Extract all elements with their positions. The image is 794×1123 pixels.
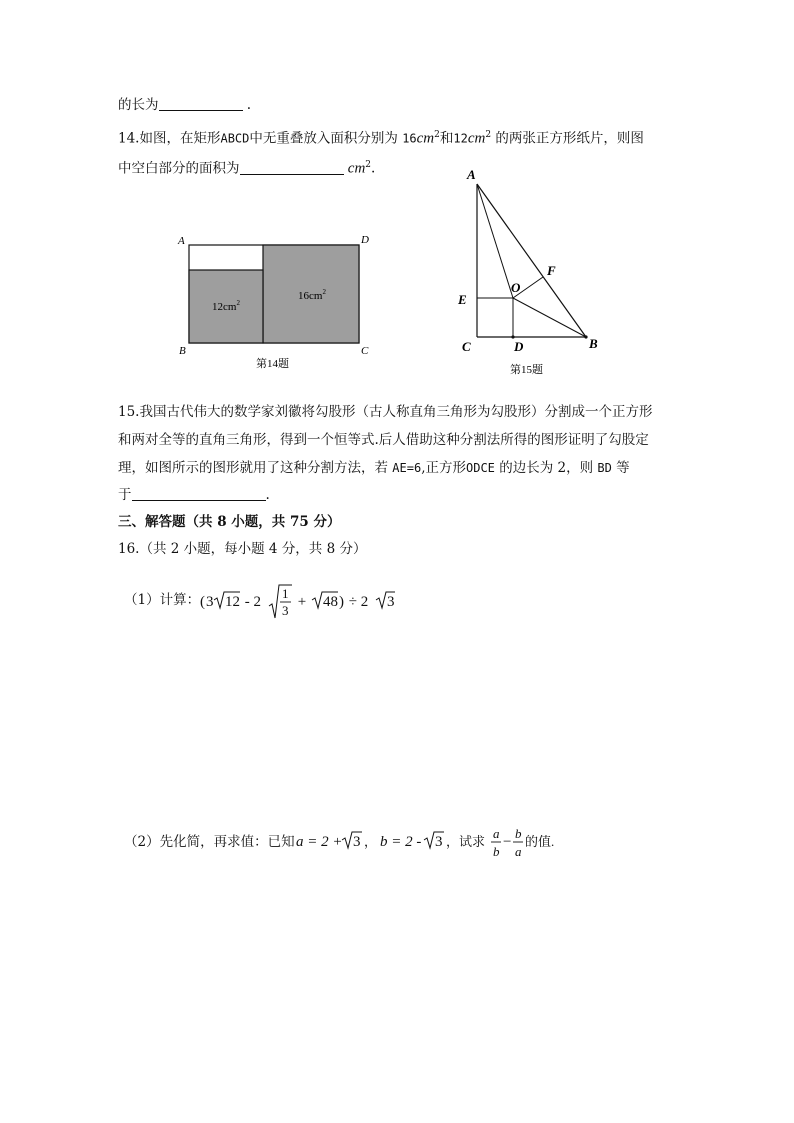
q16-minus: −: [503, 834, 512, 850]
fig14-large-area: $16cm^2$: [298, 288, 326, 302]
q16-expr-rparen: ): [339, 594, 344, 610]
q16-header: 16.（共 2 小题，每小题 4 分，共 8 分）: [118, 541, 367, 557]
fig14-label-d: D: [361, 234, 369, 246]
q16-expr-minus: - 2: [241, 594, 261, 610]
q14-and: 和: [439, 130, 454, 147]
q13-answer-blank[interactable]: [159, 96, 243, 111]
q13-tail-line: [118, 95, 251, 115]
q16-part1-expression: [200, 582, 410, 622]
q15-text-line2: 和两对全等的直角三角形，得到一个恒等式.后人借助这种分割法所得的图形证明了勾股定: [118, 432, 649, 448]
q16-b-expr: b = 2 -: [380, 834, 422, 850]
fig14-label-c: C: [361, 345, 369, 357]
fig15-label-d: D: [514, 339, 524, 354]
q14-sq-2: 2: [485, 130, 492, 140]
q14-n12: 12: [453, 131, 468, 146]
q16-expr-lparen: (: [200, 594, 205, 610]
fig14-small-area: $12cm^2$: [212, 299, 240, 313]
q16-expr-rad3: 3: [387, 594, 395, 610]
q15-line3: [118, 458, 630, 478]
q14-line2: [118, 155, 375, 179]
fig14-caption: 第14题: [256, 358, 289, 370]
q14-unit-2: cm: [467, 130, 486, 147]
fig15-line-ab: [477, 184, 586, 337]
q16-f1-num: a: [493, 826, 500, 841]
q16-sep: ，: [364, 834, 378, 849]
q16-part1-label: （1）计算：: [124, 592, 201, 608]
q16-b-rad: 3: [435, 834, 443, 850]
q16-expr-plus: +: [294, 594, 310, 610]
q14-unit-3: cm: [347, 160, 366, 177]
q15-text-line4: 于: [118, 487, 132, 503]
q14-line1: [118, 125, 644, 149]
q14-sq-1: 2: [434, 130, 440, 140]
q16-expr-rad2: 48: [323, 594, 338, 610]
fig15-label-e: E: [458, 292, 467, 307]
q16-f2-num: b: [515, 826, 522, 841]
q15-text-d: 等: [616, 460, 630, 476]
fig15-label-a: A: [467, 167, 476, 182]
section3-title: 三、解答题（共 8 小题，共 75 分）: [118, 514, 341, 530]
q16-ask: ，试求: [446, 834, 486, 849]
q15-text-a: 理，如图所示的图形就用了这种分割方法，若: [118, 460, 388, 476]
q16-part2-expression: [296, 824, 568, 864]
q16-a-expr: a = 2 +: [296, 834, 343, 850]
q14-text-line2: 中空白部分的面积为: [118, 160, 240, 177]
q16-f2-den: a: [515, 844, 522, 859]
q16-part2-label: （2）先化简，再求值：已知: [124, 834, 295, 850]
q15-bd: BD: [597, 461, 612, 475]
q15-line4: [118, 485, 270, 505]
figure-15: [455, 164, 605, 378]
fig15-line-ob: [513, 298, 586, 337]
q16-end: 的值.: [525, 834, 555, 849]
q16-expr-div: ÷ 2: [345, 594, 369, 610]
q16-expr-frac-num: 1: [282, 586, 289, 601]
q15-text-line1: 15.我国古代伟大的数学家刘徽将勾股形（古人称直角三角形为勾股形）分割成一个正方形: [118, 404, 653, 420]
q14-unit-1: cm: [416, 130, 435, 147]
fig14-label-b: B: [179, 345, 186, 357]
q14-end: .: [371, 160, 376, 177]
q16-expr-frac-den: 3: [282, 603, 289, 618]
figure-14: [170, 228, 380, 376]
q16-f1-den: b: [493, 844, 500, 859]
q16-expr-rad1: 12: [225, 594, 240, 610]
q14-abcd: ABCD: [220, 131, 250, 146]
fig15-caption: 第15题: [510, 364, 543, 376]
q15-odce: ODCE: [466, 461, 495, 475]
fig15-label-f: F: [547, 263, 556, 278]
q14-text-c: 的两张正方形纸片，则图: [495, 130, 644, 147]
q15-text-b: ,正方形: [421, 460, 466, 476]
q16-expr-coef1: 3: [206, 594, 214, 610]
q16-a-rad: 3: [353, 834, 361, 850]
q15-ae: AE=6: [392, 461, 422, 475]
q14-text-b: 中无重叠放入面积分别为: [249, 130, 398, 147]
q13-tail-text: 的长为: [118, 97, 159, 113]
fig15-label-b: B: [589, 336, 598, 351]
q14-text-a: 14.如图，在矩形: [118, 130, 221, 147]
q14-n16: 16: [402, 131, 417, 146]
q13-tail-end: .: [246, 97, 252, 113]
fig15-point-b: [584, 335, 587, 338]
q14-sq-3: 2: [365, 160, 372, 170]
fig15-label-o: O: [511, 280, 521, 295]
q14-answer-blank[interactable]: [240, 160, 344, 175]
q15-text-c: 的边长为 2，则: [499, 460, 594, 476]
q16-sqrt-icon-2: [269, 585, 292, 618]
q15-line2: [118, 430, 649, 450]
q15-answer-blank[interactable]: [132, 486, 266, 501]
fig14-label-a: A: [178, 235, 185, 247]
fig15-line-ao: [477, 184, 513, 298]
q15-line1: [118, 402, 652, 422]
q15-end: .: [265, 487, 270, 503]
fig15-label-c: C: [462, 339, 471, 354]
